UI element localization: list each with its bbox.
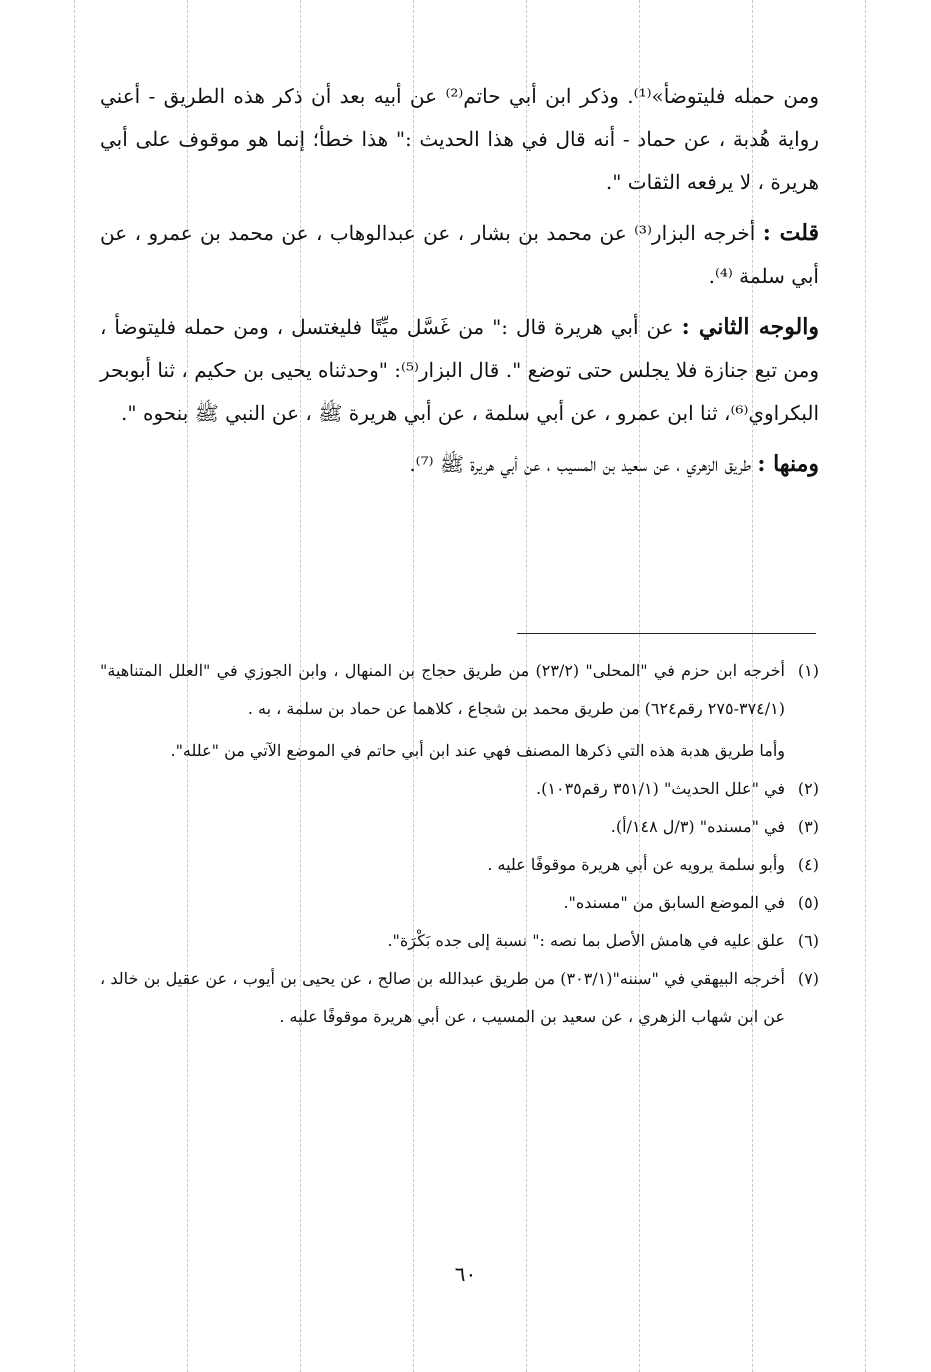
paragraph-4 [100, 443, 819, 486]
footnote-text: في "مسنده" (٣/ل ١٤٨/أ). [610, 817, 785, 836]
footnote-6 [100, 922, 819, 960]
paragraph-2-text: أخرجه البزار⁽³⁾ عن محمد بن بشار ، عن عبدالوهاب ، عن محمد بن عمرو ، عن أبي سلمة ⁽⁴⁾. [100, 221, 819, 288]
paragraph-3 [100, 306, 819, 435]
footnote-text: وأبو سلمة يرويه عن أبي هريرة موقوفًا عليه . [487, 855, 785, 874]
footnote-number: (٥) [797, 893, 819, 912]
paragraph-3-lead: والوجه الثاني : [681, 314, 819, 340]
footnote-number: (٣) [797, 817, 819, 836]
footnote-1-continuation: وأما طريق هدبة هذه التي ذكرها المصنف فهي عند ابن أبي حاتم في الموضع الآتي من "علله". [170, 741, 785, 760]
paragraph-4-text: طريق الزهري ، عن سعيد بن المسيب ، عن أبي هريرة ﷺ ⁽⁷⁾. [409, 452, 758, 476]
footnote-text: علق عليه في هامش الأصل بما نصه :" نسبة إلى جده بَكْرَة". [387, 931, 785, 950]
scan-guide-line [865, 0, 866, 1372]
paragraph-2 [100, 212, 819, 298]
paragraph-2-lead: قلت : [762, 220, 819, 246]
footnote-separator [517, 633, 816, 634]
footnote-5 [100, 884, 819, 922]
footnote-text: في الموضع السابق من "مسنده". [563, 893, 785, 912]
paragraph-4-lead: ومنها : [757, 451, 819, 477]
footnote-1 [100, 652, 819, 728]
footnote-number: (٤) [797, 855, 819, 874]
footnote-7 [100, 960, 819, 1036]
footnote-4 [100, 846, 819, 884]
paragraph-3-text: عن أبي هريرة قال :" من غَسَّل ميِّتًا فليغتسل ، ومن حمله فليتوضأ ، ومن تبع جنازة فلا يجلس حتى توضع ". قال البزار⁽⁵⁾: "وحدثناه يحيى بن حكيم ، ثنا أبوبحر البكراوي⁽⁶⁾، ثنا ابن عمرو ، عن أبي سلمة ، عن أبي هريرة ﷺ ، عن النبي ﷺ بنحوه ". [100, 315, 819, 425]
footnote-text: أخرجه ابن حزم في "المحلى" (٢٣/٢) من طريق حجاج بن المنهال ، وابن الجوزي في "العلل المتناهية" (٣٧٤/١-٢٧٥ رقم٦٢٤) من طريق محمد بن شجاع ، كلاهما عن حماد بن سلمة ، به . [100, 661, 785, 718]
page-number: ٦٠ [454, 1262, 477, 1286]
footnote-number: (٢) [797, 779, 819, 798]
footnote-text: في "علل الحديث" (٣٥١/١ رقم١٠٣٥). [536, 779, 785, 798]
paragraph-1: ومن حمله فليتوضأ»⁽¹⁾. وذكر ابن أبي حاتم⁽²⁾ عن أبيه بعد أن ذكر هذه الطريق - أعني رواية هُدبة ، عن حماد - أنه قال في هذا الحديث :" هذا خطأ؛ إنما هو موقوف على أبي هريرة ، لا يرفعه الثقات ". [100, 84, 819, 194]
footnote-number: (١) [797, 661, 819, 680]
footnotes [100, 652, 819, 1036]
main-text [100, 75, 819, 486]
footnote-number: (٦) [797, 931, 819, 950]
footnote-number: (٧) [797, 969, 819, 988]
footnote-text: أخرجه البيهقي في "سننه"(٣٠٣/١) من طريق عبدالله بن صالح ، عن يحيى بن أيوب ، عن عقيل بن خالد ، عن ابن شهاب الزهري ، عن سعيد بن المسيب ، عن أبي هريرة موقوفًا عليه . [100, 969, 785, 1026]
footnote-3 [100, 808, 819, 846]
footnote-2 [100, 770, 819, 808]
scan-guide-line [74, 0, 75, 1372]
